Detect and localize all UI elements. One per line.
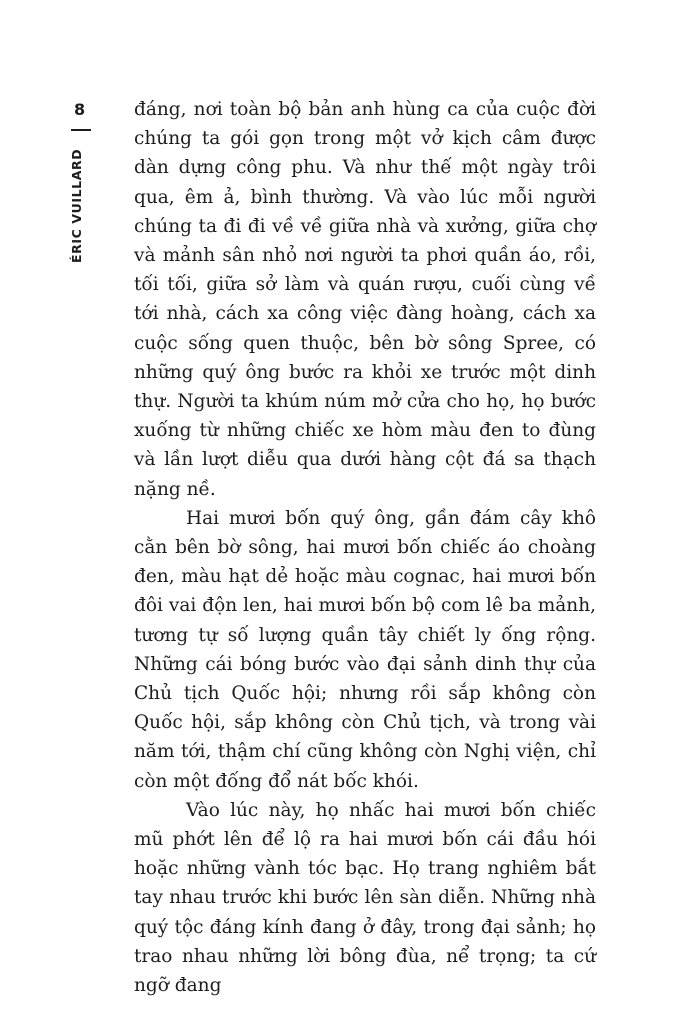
paragraph: Vào lúc này, họ nhấc hai mươi bốn chiếc mũ phớt lên để lộ ra hai mươi bốn cái đầu hói hoặc những vành tóc bạc. Họ trang nghiêm bắt tay nhau trước khi bước lên sàn diễn. Những nhà quý tộc đáng kính đang ở đây, trong đại sảnh; họ trao nhau những lời bông đùa, nể trọng; ta cứ ngỡ đang [134, 799, 596, 997]
margin-divider [71, 129, 91, 131]
paragraph: Hai mươi bốn quý ông, gần đám cây khô cằn bên bờ sông, hai mươi bốn chiếc áo choàng đen, màu hạt dẻ hoặc màu cognac, hai mươi bốn đôi vai độn len, hai mươi bốn bộ com lê ba mảnh, tương tự số lượng quần tây chiết ly ống rộng. Những cái bóng bước vào đại sảnh dinh thự của Chủ tịch Quốc hội; nhưng rồi sắp không còn Quốc hội, sắp không còn Chủ tịch, và trong vài năm tới, thậm chí cũng không còn Nghị viện, chỉ còn một đống đổ nát bốc khói. [134, 507, 596, 792]
page-number: 8 [74, 100, 86, 119]
author-name: ÉRIC VUILLARD [69, 148, 84, 263]
page-margin [0, 0, 120, 1030]
body-text [134, 95, 596, 1000]
paragraph: đáng, nơi toàn bộ bản anh hùng ca của cuộc đời chúng ta gói gọn trong một vở kịch câm được dàn dựng công phu. Và như thế một ngày trôi qua, êm ả, bình thường. Và vào lúc mỗi người chúng ta đi đi về về giữa nhà và xưởng, giữa chợ và mảnh sân nhỏ nơi người ta phơi quần áo, rồi, tối tối, giữa sở làm và quán rượu, cuối cùng về tới nhà, cách xa công việc đàng hoàng, cách xa cuộc sống quen thuộc, bên bờ sông Spree, có những quý ông bước ra khỏi xe trước một dinh thự. Người ta khúm núm mở cửa cho họ, họ bước xuống từ những chiếc xe hòm màu đen to đùng và lần lượt diễu qua dưới hàng cột đá sa thạch nặng nề. [134, 99, 596, 500]
